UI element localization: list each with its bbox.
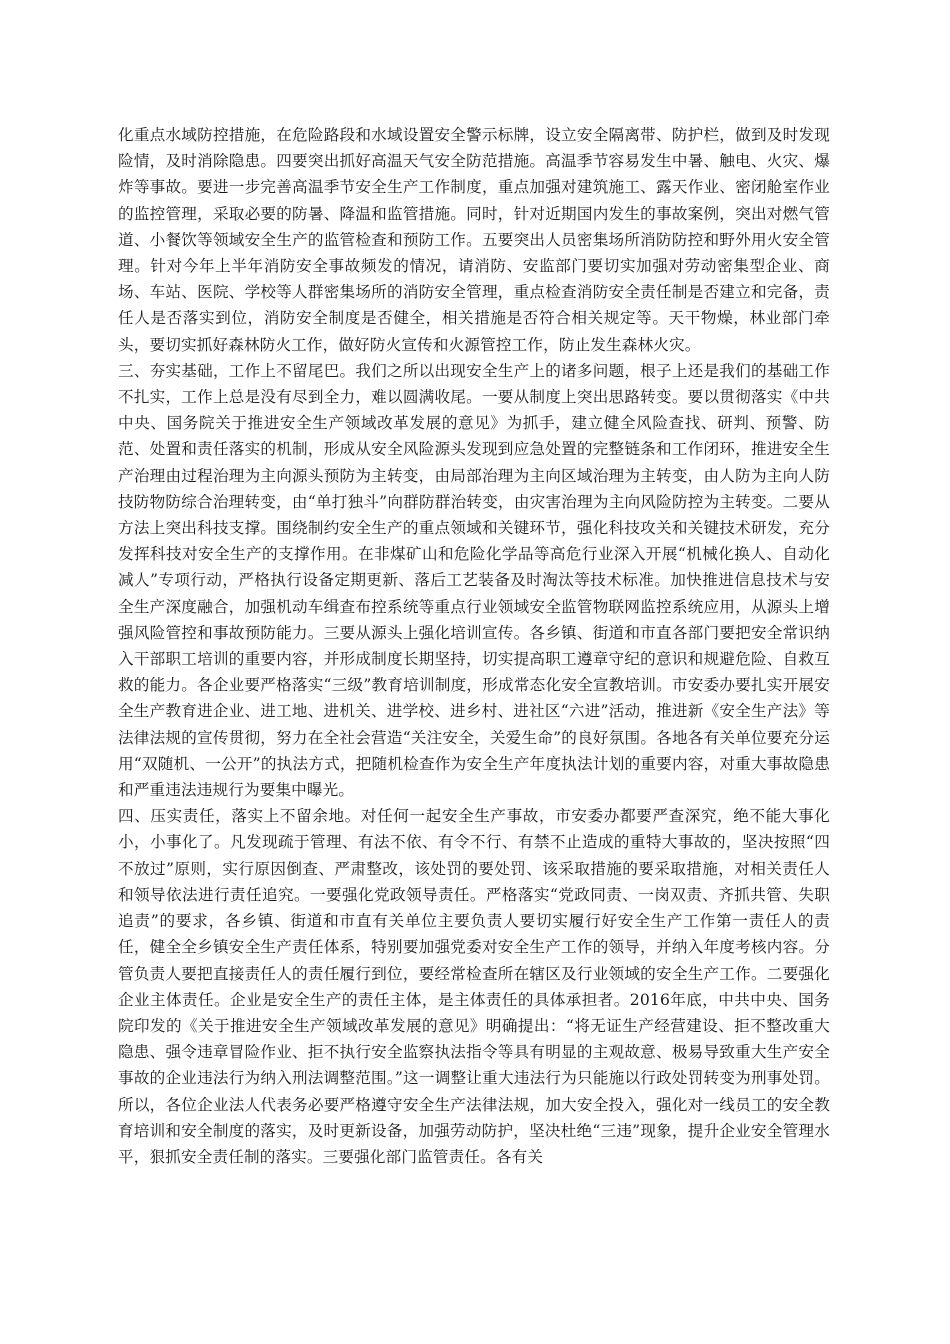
paragraph-section-three: 三、夯实基础，工作上不留尾巴。我们之所以出现安全生产上的诸多问题，根子上还是我们的基础工作不扎实，工作上总是没有尽到全力，难以圆满收尾。一要从制度上突出思路转变。要以贯彻落实《中共中央、国务院关于推进安全生产领域改革发展的意见》为抓手，建立健全风险查找、研判、预警、防范、处置和责任落实的机制，形成从安全风险源头发现到应急处置的完整链条和工作闭环，推进安全生产治理由过程治理为主向源头预防为主转变，由局部治理为主向区域治理为主转变，由人防为主向人防技防物防综合治理转变，由“单打独斗”向群防群治转变，由灾害治理为主向风险防控为主转变。二要从方法上突出科技支撑。围绕制约安全生产的重点领域和关键环节，强化科技攻关和关键技术研发，充分发挥科技对安全生产的支撑作用。在非煤矿山和危险化学品等高危行业深入开展“机械化换人、自动化减人”专项行动，严格执行设备定期更新、落后工艺装备及时淘汰等技术标准。加快推进信息技术与安全生产深度融合，加强机动车缉查布控系统等重点行业领域安全监管物联网监控系统应用，从源头上增强风险管控和事故预防能力。三要从源头上强化培训宣传。各乡镇、街道和市直各部门要把安全常识纳入干部职工培训的重要内容，并形成制度长期坚持，切实提高职工遵章守纪的意识和规避危险、自救互救的能力。各企业要严格落实“三级”教育培训制度，形成常态化安全宣教培训。市安委办要扎实开展安全生产教育进企业、进工地、进机关、进学校、进乡村、进社区“六进”活动，推进新《安全生产法》等法律法规的宣传贯彻，努力在全社会营造“关注安全，关爱生命”的良好氛围。各地各有关单位要充分运用“双随机、一公开”的执法方式，把随机检查作为安全生产年度执法计划的重要内容，对重大事故隐患和严重违法违规行为要集中曝光。 — [118, 361, 830, 800]
paragraph-continuation: 化重点水域防控措施，在危险路段和水域设置安全警示标牌，设立安全隔离带、防护栏，做到及时发现险情，及时消除隐患。四要突出抓好高温天气安全防范措施。高温季节容易发生中暑、触电、火灾、爆炸等事故。要进一步完善高温季节安全生产工作制度，重点加强对建筑施工、露天作业、密闭舱室作业的监控管理，采取必要的防暑、降温和监管措施。同时，针对近期国内发生的事故案例，突出对燃气管道、小餐饮等领域安全生产的监管检查和预防工作。五要突出人员密集场所消防防控和野外用火安全管理。针对今年上半年消防安全事故频发的情况，请消防、安监部门要切实加强对劳动密集型企业、商场、车站、医院、学校等人群密集场所的消防安全管理，重点检查消防安全责任制是否建立和完备，责任人是否落实到位，消防安全制度是否健全，相关措施是否符合相关规定等。天干物燥，林业部门牵头，要切实抓好森林防火工作，做好防火宣传和火源管控工作，防止发生森林火灾。 — [118, 126, 830, 354]
document-body — [118, 122, 830, 1170]
paragraph-section-four: 四、压实责任，落实上不留余地。对任何一起安全生产事故，市安委办都要严查深究，绝不能大事化小，小事化了。凡发现疏于管理、有法不依、有令不行、有禁不止造成的重特大事故的，坚决按照“四不放过”原则，实行原因倒查、严肃整改，该处罚的要处罚、该采取措施的要采取措施，对相关责任人和领导依法进行责任追究。一要强化党政领导责任。严格落实“党政同责、一岗双责、齐抓共管、失职追责”的要求，各乡镇、街道和市直有关单位主要负责人要切实履行好安全生产工作第一责任人的责任，健全全乡镇安全生产责任体系，特别要加强党委对安全生产工作的领导，并纳入年度考核内容。分管负责人要把直接责任人的责任履行到位，要经常检查所在辖区及行业领域的安全生产工作。二要强化企业主体责任。企业是安全生产的责任主体，是主体责任的具体承担者。2016年底，中共中央、国务院印发的《关于推进安全生产领域改革发展的意见》明确提出：“将无证生产经营建设、拒不整改重大隐患、强令违章冒险作业、拒不执行安全监察执法指令等具有明显的主观故意、极易导致重大生产安全事故的企业违法行为纳入刑法调整范围。”这一调整让重大违法行为只能施以行政处罚转变为刑事处罚。所以，各位企业法人代表务必要严格遵守安全生产法律法规，加大安全投入，强化对一线员工的安全教育培训和安全制度的落实，及时更新设备，加强劳动防护，坚决杜绝“三违”现象，提升企业安全管理水平，狠抓安全责任制的落实。三要强化部门监管责任。各有关 — [118, 807, 830, 1166]
